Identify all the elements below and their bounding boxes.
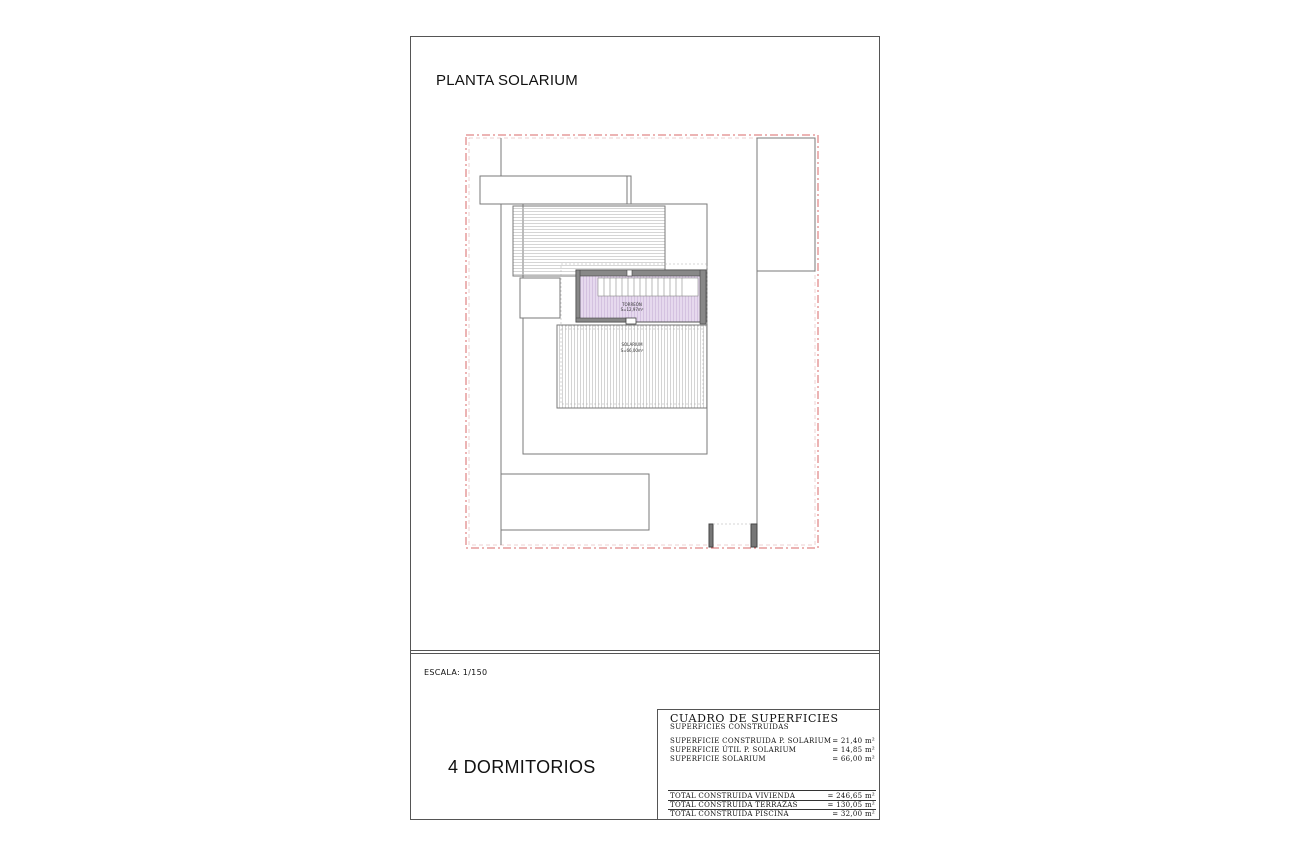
totals-divider <box>668 790 876 791</box>
torreon-wall-left <box>576 270 580 322</box>
pool-block <box>501 474 649 530</box>
sheet-divider-double <box>410 653 880 654</box>
table-row <box>670 792 875 800</box>
top-left-block <box>480 176 630 204</box>
row-label: TOTAL CONSTRUIDA VIVIENDA <box>670 792 796 800</box>
row-value: = 246,65 m² <box>827 792 875 800</box>
row-value: = 66,00 m² <box>832 755 875 763</box>
torreon-label: TORREÓN <box>622 302 642 307</box>
row-label: SUPERFICIE ÚTIL P. SOLARIUM <box>670 746 797 754</box>
drawing-title: PLANTA SOLARIUM <box>436 72 578 89</box>
gate <box>709 524 757 547</box>
row-value: = 32,00 m² <box>832 810 875 818</box>
solarium-terrace <box>557 325 707 408</box>
bedrooms-label: 4 DORMITORIOS <box>448 757 596 777</box>
table-row <box>670 737 875 745</box>
sheet-divider <box>410 650 880 651</box>
right-block <box>757 138 815 271</box>
torreon-wall-bottom <box>576 318 626 322</box>
row-label: SUPERFICIE CONSTRUIDA P. SOLARIUM <box>670 737 832 745</box>
row-label: SUPERFICIE SOLARIUM <box>670 755 766 763</box>
stairs <box>598 278 698 296</box>
solarium-area: S=66,00m² <box>620 348 644 353</box>
torreon-area: S=12,97m² <box>620 307 644 312</box>
row-value: = 14,85 m² <box>832 746 875 754</box>
torreon-wall-top <box>576 270 706 276</box>
row-value: = 21,40 m² <box>832 737 875 745</box>
table-row <box>670 755 875 763</box>
row-label: TOTAL CONSTRUIDA PISCINA <box>670 810 789 818</box>
surface-table-title: CUADRO DE SUPERFICIES <box>670 712 839 725</box>
scale-label: ESCALA: 1/150 <box>424 668 488 677</box>
surface-table-subtitle: SUPERFICIES CONSTRUIDAS <box>670 723 789 731</box>
solarium-label: SOLARIUM <box>621 342 643 347</box>
table-row <box>670 746 875 754</box>
small-box <box>520 278 560 318</box>
table-row <box>670 801 875 809</box>
torreon-wall-right <box>700 270 706 324</box>
row-value: = 130,05 m² <box>827 801 875 809</box>
row-label: TOTAL CONSTRUIDA TERRAZAS <box>670 801 798 809</box>
table-row <box>670 810 875 818</box>
roof-hatch <box>513 206 665 276</box>
